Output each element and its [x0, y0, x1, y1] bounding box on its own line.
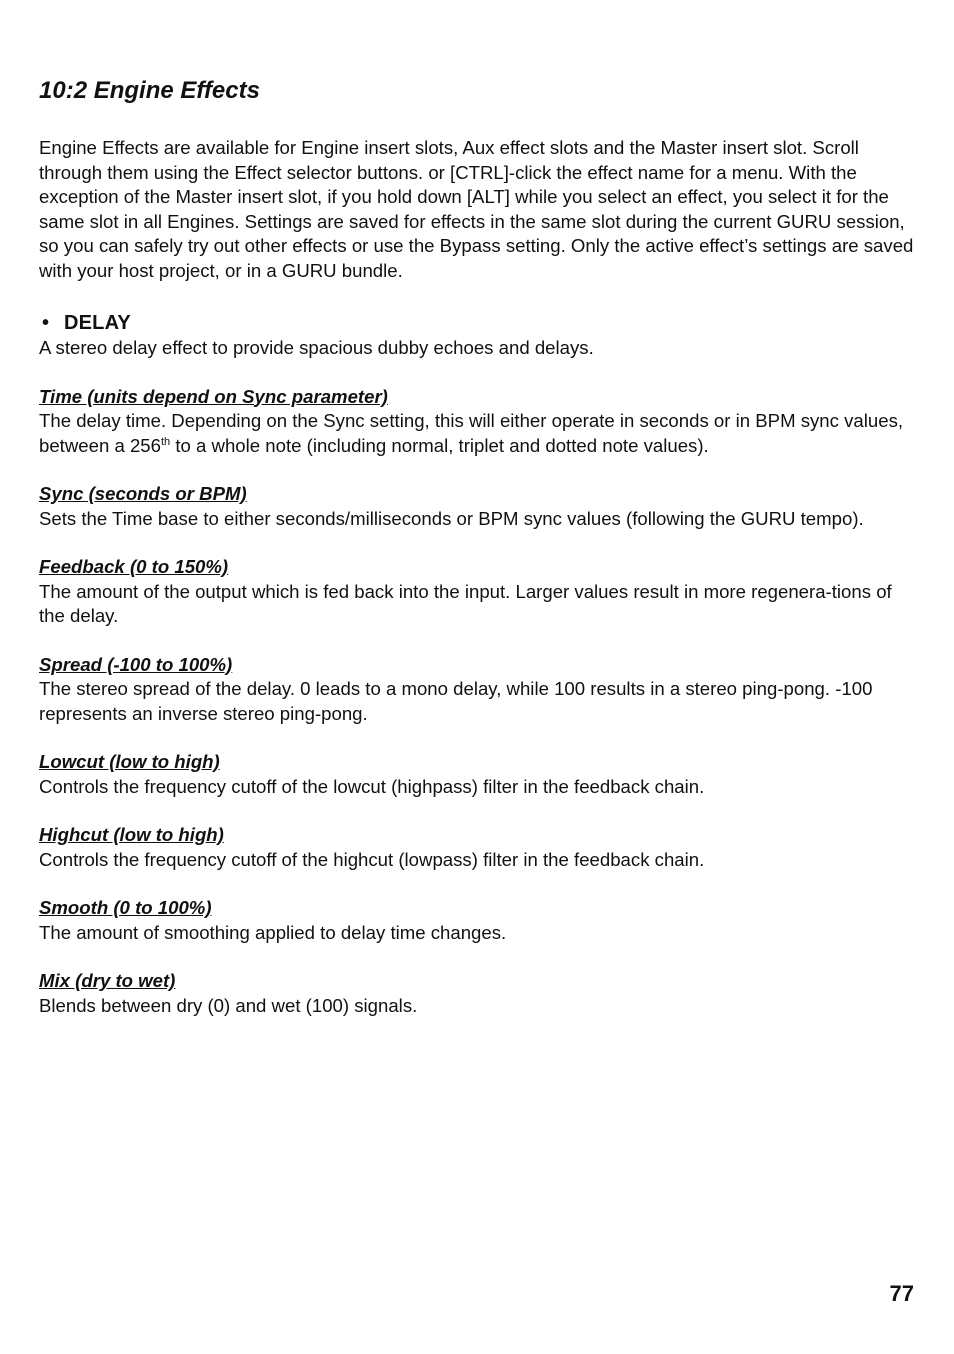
param-description: Controls the frequency cutoff of the highcut (lowpass) filter in the feedback chain. [39, 848, 705, 870]
param-description: Controls the frequency cutoff of the lowcut (highpass) filter in the feedback chain. [39, 775, 705, 797]
intro-paragraph: Engine Effects are available for Engine insert slots, Aux effect slots and the Master insert slot. Scroll through them using the Effect selector buttons. or [CTRL]-click the effect name for a menu. With the exception of the Master insert slot, if you hold down [ALT] while you select an effect, you select it for the same slot in all Engines. Settings are saved for effects in the same slot during the current GURU session, so you can safely try out other effects or use the Bypass setting. Only the active effect’s settings are saved with your host project, or in a GURU bundle. [39, 137, 914, 281]
param-text-before: The delay time. Depending on the Sync setting, this will either operate in seconds or in BPM sync values, between a 256 [39, 410, 904, 456]
param-mix [39, 969, 919, 1018]
page-number: 77 [889, 1281, 914, 1306]
effect-name: DELAY [64, 312, 131, 334]
param-spread [39, 653, 919, 727]
param-description: Blends between dry (0) and wet (100) signals. [39, 994, 418, 1016]
param-time [39, 385, 919, 459]
param-title: Lowcut (low to high) [39, 751, 220, 772]
effect-heading [39, 310, 919, 336]
section-title: 10:2 Engine Effects [39, 77, 260, 104]
param-description: Sets the Time base to either seconds/milliseconds or BPM sync values (following the GURU tempo). [39, 507, 864, 529]
param-title: Time (units depend on Sync parameter) [39, 385, 388, 407]
param-sync [39, 482, 919, 531]
param-description: The amount of the output which is fed back into the input. Larger values result in more regenera-tions of the delay. [39, 580, 892, 626]
param-title: Spread (-100 to 100%) [39, 653, 233, 675]
param-title: Sync (seconds or BPM) [39, 483, 247, 504]
param-text-after: to a whole note (including normal, triplet and dotted note values). [170, 434, 709, 456]
param-title: Feedback (0 to 150%) [39, 556, 229, 577]
param-title: Mix (dry to wet) [39, 970, 176, 991]
effect-description: A stereo delay effect to provide spacious dubby echoes and delays. [39, 337, 594, 358]
param-highcut [39, 823, 919, 872]
superscript: th [161, 435, 171, 448]
manual-page [39, 74, 919, 1018]
bullet-icon: • [42, 312, 50, 334]
param-title: Highcut (low to high) [39, 824, 224, 845]
param-smooth [39, 896, 919, 945]
param-description: The amount of smoothing applied to delay time changes. [39, 921, 507, 943]
param-title: Smooth (0 to 100%) [39, 897, 212, 918]
param-feedback [39, 555, 919, 629]
param-description [39, 409, 919, 458]
param-description: The stereo spread of the delay. 0 leads to a mono delay, while 100 results in a stereo ping-pong. -100 represents an inverse stereo ping-pong. [39, 678, 873, 724]
param-lowcut [39, 750, 919, 799]
